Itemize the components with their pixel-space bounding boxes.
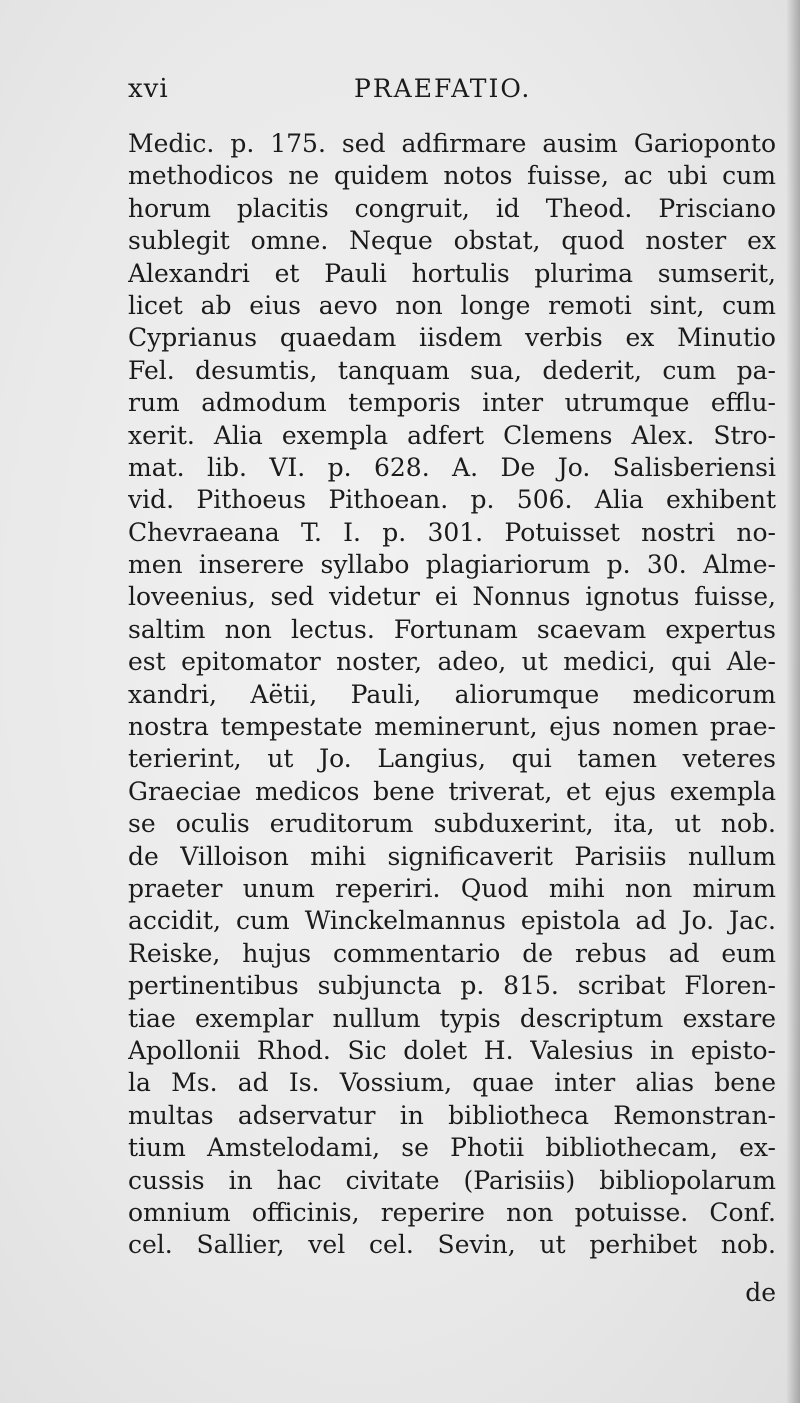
page-header	[128, 74, 768, 114]
text-line: men inserere syllabo plagiariorum p. 30. Alme-	[128, 550, 776, 580]
text-line: horum placitis congruit, id Theod. Prisciano	[128, 193, 776, 223]
text-line: se oculis eruditorum subduxerint, ita, ut nob.	[128, 809, 776, 839]
text-line: Cyprianus quaedam iisdem verbis ex Minutio	[128, 323, 776, 353]
text-line: rum admodum temporis inter utrumque efflu-	[128, 388, 776, 418]
page-edge-shadow	[786, 0, 800, 1403]
text-line: xerit. Alia exempla adfert Clemens Alex. Stro-	[128, 420, 776, 450]
text-line: mat. lib. VI. p. 628. A. De Jo. Salisberiensi	[128, 452, 776, 482]
text-line: methodicos ne quidem notos fuisse, ac ubi cum	[128, 161, 776, 191]
text-line: la Ms. ad Is. Vossium, quae inter alias bene	[128, 1068, 776, 1098]
text-line: nostra tempestate meminerunt, ejus nomen prae-	[128, 712, 776, 742]
text-line: multas adservatur in bibliotheca Remonstran-	[128, 1100, 776, 1130]
text-line: sublegit omne. Neque obstat, quod noster ex	[128, 226, 776, 256]
text-line: loveenius, sed videtur ei Nonnus ignotus fuisse,	[128, 582, 776, 612]
text-line: Reiske, hujus commentario de rebus ad eum	[128, 938, 776, 968]
text-line: terierint, ut Jo. Langius, qui tamen veteres	[128, 744, 776, 774]
body-text	[128, 128, 776, 1262]
text-line: cussis in hac civitate (Parisiis) bibliopolarum	[128, 1165, 776, 1195]
text-line: Fel. desumtis, tanquam sua, dederit, cum pa-	[128, 355, 776, 385]
text-line: xandri, Aëtii, Pauli, aliorumque medicorum	[128, 679, 776, 709]
text-line: licet ab eius aevo non longe remoti sint, cum	[128, 290, 776, 320]
running-title: PRAEFATIO.	[354, 74, 532, 103]
text-line: Apollonii Rhod. Sic dolet H. Valesius in episto-	[128, 1035, 776, 1065]
text-line: pertinentibus subjuncta p. 815. scribat Floren-	[128, 971, 776, 1001]
text-line: omnium officinis, reperire non potuisse. Conf.	[128, 1197, 776, 1227]
text-line: vid. Pithoeus Pithoean. p. 506. Alia exhibent	[128, 485, 776, 515]
page-number: xvi	[128, 74, 169, 104]
text-line: praeter unum reperiri. Quod mihi non mirum	[128, 873, 776, 903]
text-line: cel. Sallier, vel cel. Sevin, ut perhibet nob.	[128, 1230, 776, 1260]
text-line: tiae exemplar nullum typis descriptum exstare	[128, 1003, 776, 1033]
text-line: Chevraeana T. I. p. 301. Potuisset nostri no-	[128, 517, 776, 547]
text-line: de Villoison mihi significaverit Parisiis nullum	[128, 841, 776, 871]
text-line: Alexandri et Pauli hortulis plurima sumserit,	[128, 258, 776, 288]
text-line: Graeciae medicos bene triverat, et ejus exempla	[128, 776, 776, 806]
text-line: Medic. p. 175. sed adfirmare ausim Garioponto	[128, 129, 776, 158]
text-line: saltim non lectus. Fortunam scaevam expertus	[128, 614, 776, 644]
text-line: est epitomator noster, adeo, ut medici, qui Ale-	[128, 647, 776, 677]
catchword: de	[745, 1278, 776, 1307]
text-line: tium Amstelodami, se Photii bibliothecam, ex-	[128, 1133, 776, 1163]
text-line: accidit, cum Winckelmannus epistola ad Jo. Jac.	[128, 906, 776, 936]
